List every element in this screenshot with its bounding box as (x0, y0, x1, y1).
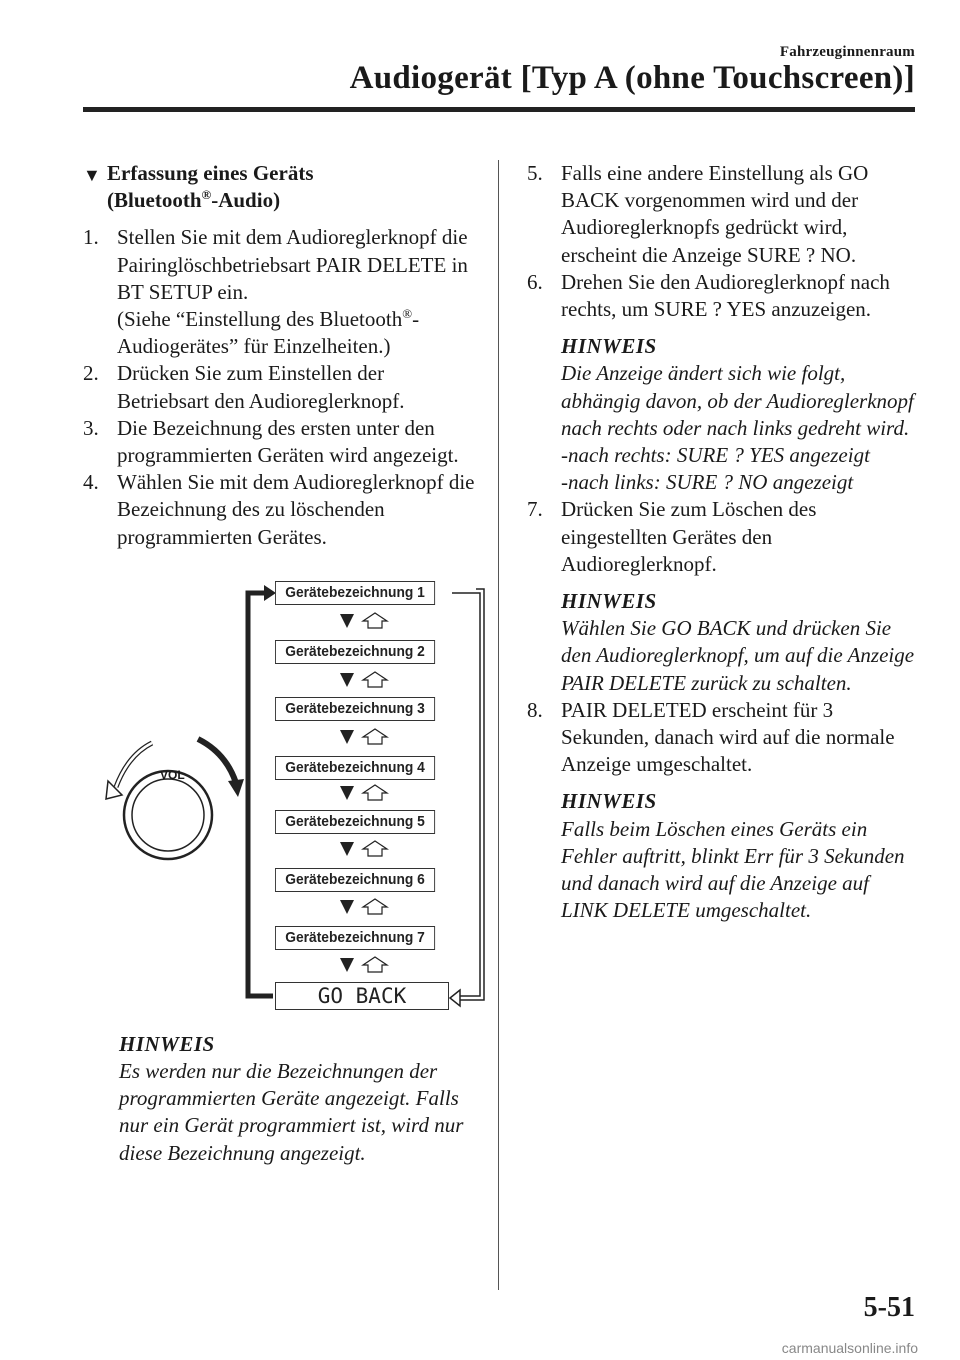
note-left (83, 1031, 478, 1167)
note-label: HINWEIS (119, 1031, 215, 1056)
step-number: 7. (527, 497, 543, 522)
registered-mark: ® (402, 306, 413, 322)
step-number: 5. (527, 161, 543, 185)
note-2 (561, 588, 917, 697)
direction-arrows (338, 670, 398, 690)
steps-list-right-3 (527, 697, 917, 779)
step-text: Drücken Sie zum Löschen des eingestellten Gerätes den Audioreglerknopf. (561, 497, 817, 576)
subsection-title-line2-post: -Audio) (211, 188, 281, 213)
step-reference-post: -Audiogerätes” für Einzelheiten.) (117, 307, 420, 359)
step-text: Drehen Sie den Audioreglerknopf nach rechts, um SURE ? YES anzuzeigen. (561, 269, 890, 322)
watermark: carmanualsonline.info (781, 1340, 918, 1356)
step-number: 6. (527, 269, 543, 294)
note-text: Wählen Sie GO BACK und drücken Sie den Audioreglerknopf, um auf die Anzeige PAIR DELETE zurück zu schalten. (561, 616, 915, 695)
note-line: -nach rechts: SURE ? YES angezeigt (561, 443, 870, 468)
step-number: 1. (83, 225, 99, 250)
direction-arrows (338, 955, 398, 975)
step-text: Falls eine andere Einstellung als GO BACK vorgenommen wird und der Audioreglerknopfs gedrückt wird, erscheint die Anzeige SURE ? NO. (561, 161, 869, 267)
step-4 (83, 469, 478, 551)
note-label: HINWEIS (561, 334, 657, 359)
step-text: Stellen Sie mit dem Audioreglerknopf die Pairinglöschbetriebsart PAIR DELETE in BT SETUP ein. (117, 225, 468, 304)
left-column (83, 160, 478, 1167)
steps-list-right (527, 160, 917, 323)
direction-arrows (338, 897, 398, 917)
note-text: Falls beim Löschen eines Geräts ein Fehler auftritt, blinkt Err für 3 Sekunden und danach wird auf die Anzeige auf LINK DELETE umgeschaltet. (561, 816, 905, 923)
subsection-title-line2-pre: (Bluetooth (107, 188, 202, 213)
step-8 (527, 697, 917, 779)
step-number: 3. (83, 415, 99, 440)
registered-mark: ® (201, 187, 212, 203)
section-label: Fahrzeuginnenraum (779, 44, 915, 60)
step-number: 8. (527, 697, 543, 722)
direction-arrows (338, 611, 398, 631)
device-name-box-1: Gerätebezeichnung 1 (275, 581, 435, 605)
direction-arrows (338, 839, 398, 859)
subsection-title-line1: Erfassung eines Geräts (107, 161, 314, 185)
note-text: Die Anzeige ändert sich wie folgt, abhängig davon, ob der Audioreglerknopf nach rechts oder nach links gedreht wird. (561, 361, 914, 440)
right-column (527, 160, 917, 924)
device-name-box-4: Gerätebezeichnung 4 (275, 756, 435, 780)
step-number: 4. (83, 470, 99, 495)
direction-arrows (338, 783, 398, 803)
arrow-down-solid-icon (340, 614, 354, 628)
device-name-box-5: Gerätebezeichnung 5 (275, 810, 435, 834)
vol-label: VOL (160, 767, 185, 782)
note-3 (561, 788, 917, 924)
step-3 (83, 415, 478, 469)
note-line: -nach links: SURE ? NO angezeigt (561, 470, 854, 495)
step-2 (83, 360, 478, 414)
step-text: Wählen Sie mit dem Audioreglerknopf die Bezeichnung des zu löschenden programmierten Gerätes. (117, 470, 475, 549)
page-number: 5-51 (863, 1292, 915, 1323)
steps-list-right-2 (527, 496, 917, 578)
column-divider (498, 160, 499, 1290)
step-6 (527, 269, 917, 323)
device-name-box-6: Gerätebezeichnung 6 (275, 868, 435, 892)
arrow-up-outline-icon (363, 613, 387, 628)
step-7 (527, 496, 917, 578)
note-label: HINWEIS (561, 789, 657, 814)
note-label: HINWEIS (561, 589, 657, 614)
go-back-box: GO BACK (275, 982, 449, 1010)
step-1 (83, 224, 478, 360)
page-title: Audiogerät [Typ A (ohne Touchscreen)] (349, 60, 915, 96)
subsection-heading (83, 160, 478, 214)
triangle-down-icon: ▼ (83, 165, 101, 185)
device-name-box-3: Gerätebezeichnung 3 (275, 697, 435, 721)
note-1 (561, 333, 917, 496)
device-name-box-7: Gerätebezeichnung 7 (275, 926, 435, 950)
device-name-box-2: Gerätebezeichnung 2 (275, 640, 435, 664)
step-text: Die Bezeichnung des ersten unter den programmierten Geräten wird angezeigt. (117, 415, 459, 468)
steps-list-left (83, 224, 478, 550)
device-selection-diagram (88, 575, 498, 1015)
direction-arrows (338, 727, 398, 747)
step-reference-pre: (Siehe “Einstellung des Bluetooth (117, 307, 403, 332)
note-text: Es werden nur die Bezeichnungen der programmierten Geräte angezeigt. Falls nur ein Gerät programmiert ist, wird nur diese Bezeichnung angezeigt. (119, 1059, 464, 1165)
step-5 (527, 160, 917, 269)
step-text: Drücken Sie zum Einstellen der Betriebsart den Audioreglerknopf. (117, 361, 405, 413)
header-rule (83, 107, 915, 112)
step-number: 2. (83, 361, 99, 386)
step-text: PAIR DELETED erscheint für 3 Sekunden, danach wird auf die normale Anzeige umgeschaltet. (561, 697, 895, 777)
